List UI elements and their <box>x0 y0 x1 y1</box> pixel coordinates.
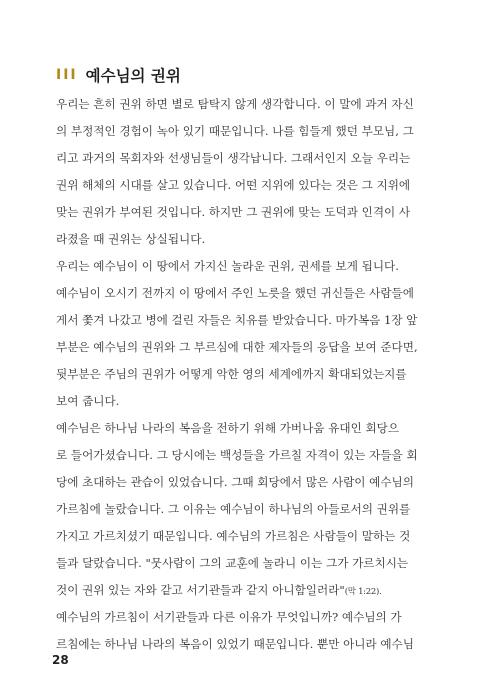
text-line: 맞는 권위가 부여된 것입니다. 하지만 그 권위에 맞는 도덕과 인격이 사 <box>56 205 411 219</box>
text-line: 들과 달랐습니다. "뭇사람이 그의 교훈에 놀라니 이는 그가 가르치시는 <box>56 556 409 570</box>
text-line: 우리는 흔히 권위 하면 별로 탐탁지 않게 생각합니다. 이 말에 과거 자신 <box>56 97 414 111</box>
text-line: 뒷부분은 주님의 권위가 어떻게 악한 영의 세계에까지 확대되었는지를 <box>56 367 407 381</box>
text-line: 보여 줍니다. <box>56 394 120 408</box>
quote-text: 것이 권위 있는 자와 같고 서기관들과 같지 아니함일러라" <box>56 583 345 597</box>
text-line: 부분은 예수님의 권위와 그 부르심에 대한 제자들의 응답을 보여 준다면, <box>56 340 418 354</box>
text-line <box>56 577 448 604</box>
text-line: 게서 쫓겨 나갔고 병에 걸린 자들은 치유를 받았습니다. 마가복음 1장 앞 <box>56 313 418 327</box>
text-line: 예수님은 하나님 나라의 복음을 전하기 위해 가버나움 유대인 회당으 <box>56 421 400 435</box>
text-line: 르침에는 하나님 나라의 복음이 있었기 때문입니다. 뿐만 아니라 예수님 <box>56 637 414 651</box>
text-line: 예수님의 가르침이 서기관들과 다른 이유가 무엇입니까? 예수님의 가 <box>56 610 402 624</box>
section-marker: III <box>56 67 78 83</box>
page-number: 28 <box>52 653 69 667</box>
body-text <box>56 91 448 658</box>
text-line: 리고 과거의 목회자와 선생님들이 생각납니다. 그래서인지 오늘 우리는 <box>56 151 411 165</box>
text-line: 의 부정적인 경험이 녹아 있기 때문입니다. 나를 힘들게 했던 부모님, 그 <box>56 124 414 138</box>
text-line: 가지고 가르치셨기 때문입니다. 예수님의 가르침은 사람들이 말하는 것 <box>56 529 411 543</box>
section-heading <box>56 64 181 86</box>
text-line: 당에 초대하는 관습이 있었습니다. 그때 회당에서 많은 사람이 예수님의 <box>56 475 414 489</box>
scripture-reference: (막 1:22). <box>344 587 382 597</box>
text-line: 권위 해체의 시대를 살고 있습니다. 어떤 지위에 있다는 것은 그 지위에 <box>56 178 411 192</box>
text-line: 로 들어가셨습니다. 그 당시에는 백성들을 가르칠 자격이 있는 자들을 회 <box>56 448 418 462</box>
section-title: 예수님의 권위 <box>85 67 181 85</box>
text-line: 우리는 예수님이 이 땅에서 가지신 놀라운 권위, 권세를 보게 됩니다. <box>56 259 399 273</box>
text-line: 가르침에 놀랐습니다. 그 이유는 예수님이 하나님의 아들로서의 권위를 <box>56 502 411 516</box>
text-line: 라졌을 때 권위는 상실됩니다. <box>56 232 206 246</box>
text-line: 예수님이 오시기 전까지 이 땅에서 주인 노릇을 했던 귀신들은 사람들에 <box>56 286 414 300</box>
